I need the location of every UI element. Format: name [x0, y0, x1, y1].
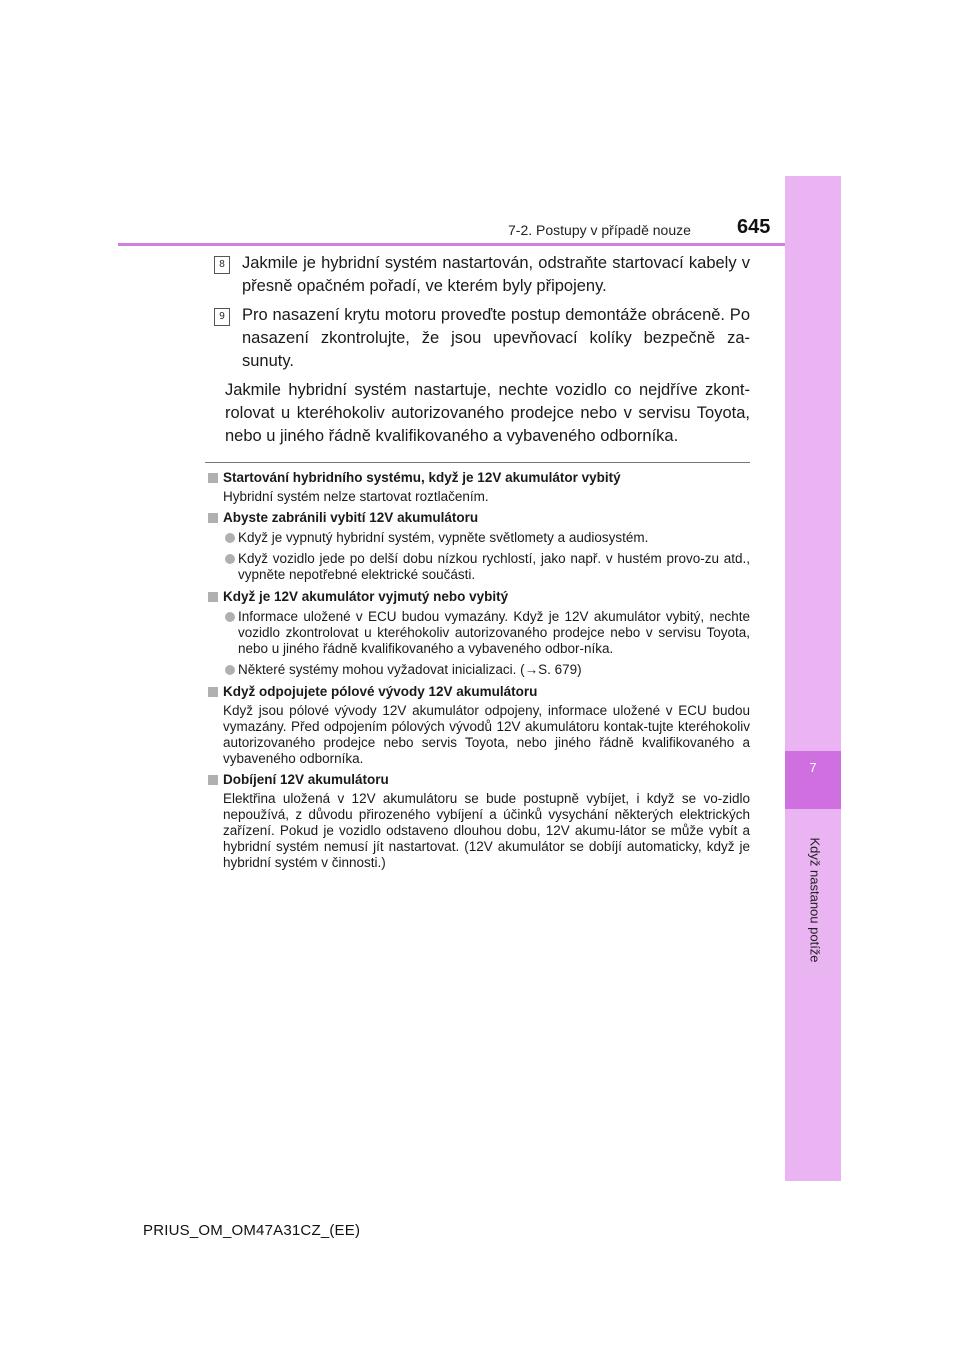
step-9: [205, 304, 750, 373]
page-number: 645: [737, 216, 771, 238]
note-bullet: [205, 609, 750, 657]
chapter-number: 7: [809, 760, 817, 775]
square-bullet-icon: [208, 775, 218, 785]
note-bullet: [205, 551, 750, 583]
note-heading: [205, 588, 750, 606]
closing-paragraph: Jakmile hybridní systém nastartuje, nechte vozidlo co nejdříve zkont-rolovat u kteréhokoliv autorizovaného prodejce nebo v servisu Toyota, nebo u jiného řádně kvalifikovaného a vybaveného odborníka.: [225, 381, 750, 445]
bullet-text: Informace uložené v ECU budou vymazány. Když je 12V akumulátor vybitý, nechte vozidlo zkontrolovat u kteréhokoliv autorizovaného prodejce nebo v servisu Toyota, nebo u jiného řádně kvalifikovaného a vybaveného odbor-níka.: [238, 609, 750, 656]
notes-section: [205, 469, 750, 871]
square-bullet-icon: [208, 592, 218, 602]
bullet-text: Když vozidlo jede po delší dobu nízkou rychlostí, jako např. v hustém provo-zu atd., vypněte nepotřebné elektrické součásti.: [238, 551, 750, 582]
circle-bullet-icon: [225, 665, 235, 675]
note-heading: [205, 509, 750, 527]
note-heading: [205, 683, 750, 701]
square-bullet-icon: [208, 513, 218, 523]
note-heading: [205, 469, 750, 487]
bullet-text: Některé systémy mohou vyžadovat inicializaci. (→S. 679): [238, 662, 582, 677]
note-heading-text: Startování hybridního systému, když je 12V akumulátor vybitý: [223, 470, 621, 485]
header-rule: [118, 243, 785, 246]
chapter-title: Když nastanou potíže: [807, 837, 823, 963]
section-divider: [205, 462, 750, 463]
note-text: Když jsou pólové vývody 12V akumulátor odpojeny, informace uložené v ECU budou vymazány. Před odpojením pólových vývodů 12V akumulátoru kontak-tujte kteréhokoliv autorizovaného prodejce nebo servis Toyota, nebo jiného řádně kvalifikovaného a vybaveného odborníka.: [223, 703, 750, 766]
note-heading-text: Abyste zabránili vybití 12V akumulátoru: [223, 510, 479, 525]
note-bullet: [205, 530, 750, 546]
step-text: Jakmile je hybridní systém nastartován, odstraňte startovací kabely v přesně opačném pořadí, ve kterém byly připojeny.: [242, 254, 750, 295]
square-bullet-icon: [208, 687, 218, 697]
note-heading-text: Dobíjení 12V akumulátoru: [223, 772, 389, 787]
note-text: Elektřina uložená v 12V akumulátoru se bude postupně vybíjet, i když se vo-zidlo nepoužívá, z důvodu přirozeného vybíjení a účinků vysychání některých elektrických zařízení. Pokud je vozidlo odstaveno dlouhou dobu, 12V akumu-látor se může vybít a hybridní systém nemusí jít nastartovat. (12V akumulátor se dobíjí automaticky, když je hybridní systém v činnosti.): [223, 791, 750, 870]
step-number-badge: 9: [214, 308, 230, 326]
chapter-side-tab: [785, 176, 841, 1181]
step-8: [205, 252, 750, 298]
page-content: [205, 252, 750, 875]
circle-bullet-icon: [225, 554, 235, 564]
note-bullet: [205, 662, 750, 678]
bullet-text: Když je vypnutý hybridní systém, vypněte světlomety a audiosystém.: [238, 530, 649, 545]
document-code: PRIUS_OM_OM47A31CZ_(EE): [143, 1222, 361, 1239]
note-heading-text: Když je 12V akumulátor vyjmutý nebo vybitý: [223, 589, 509, 604]
note-heading: [205, 771, 750, 789]
step-text: Pro nasazení krytu motoru proveďte postup demontáže obráceně. Po nasazení zkontrolujte, že jsou upevňovací kolíky bezpečně za-sunuty.: [242, 306, 750, 370]
step-number-badge: 8: [214, 256, 230, 274]
note-text: Hybridní systém nelze startovat roztlačením.: [223, 489, 489, 504]
square-bullet-icon: [208, 473, 218, 483]
circle-bullet-icon: [225, 612, 235, 622]
note-heading-text: Když odpojujete pólové vývody 12V akumulátoru: [223, 684, 538, 699]
circle-bullet-icon: [225, 533, 235, 543]
section-title: 7-2. Postupy v případě nouze: [508, 222, 691, 238]
